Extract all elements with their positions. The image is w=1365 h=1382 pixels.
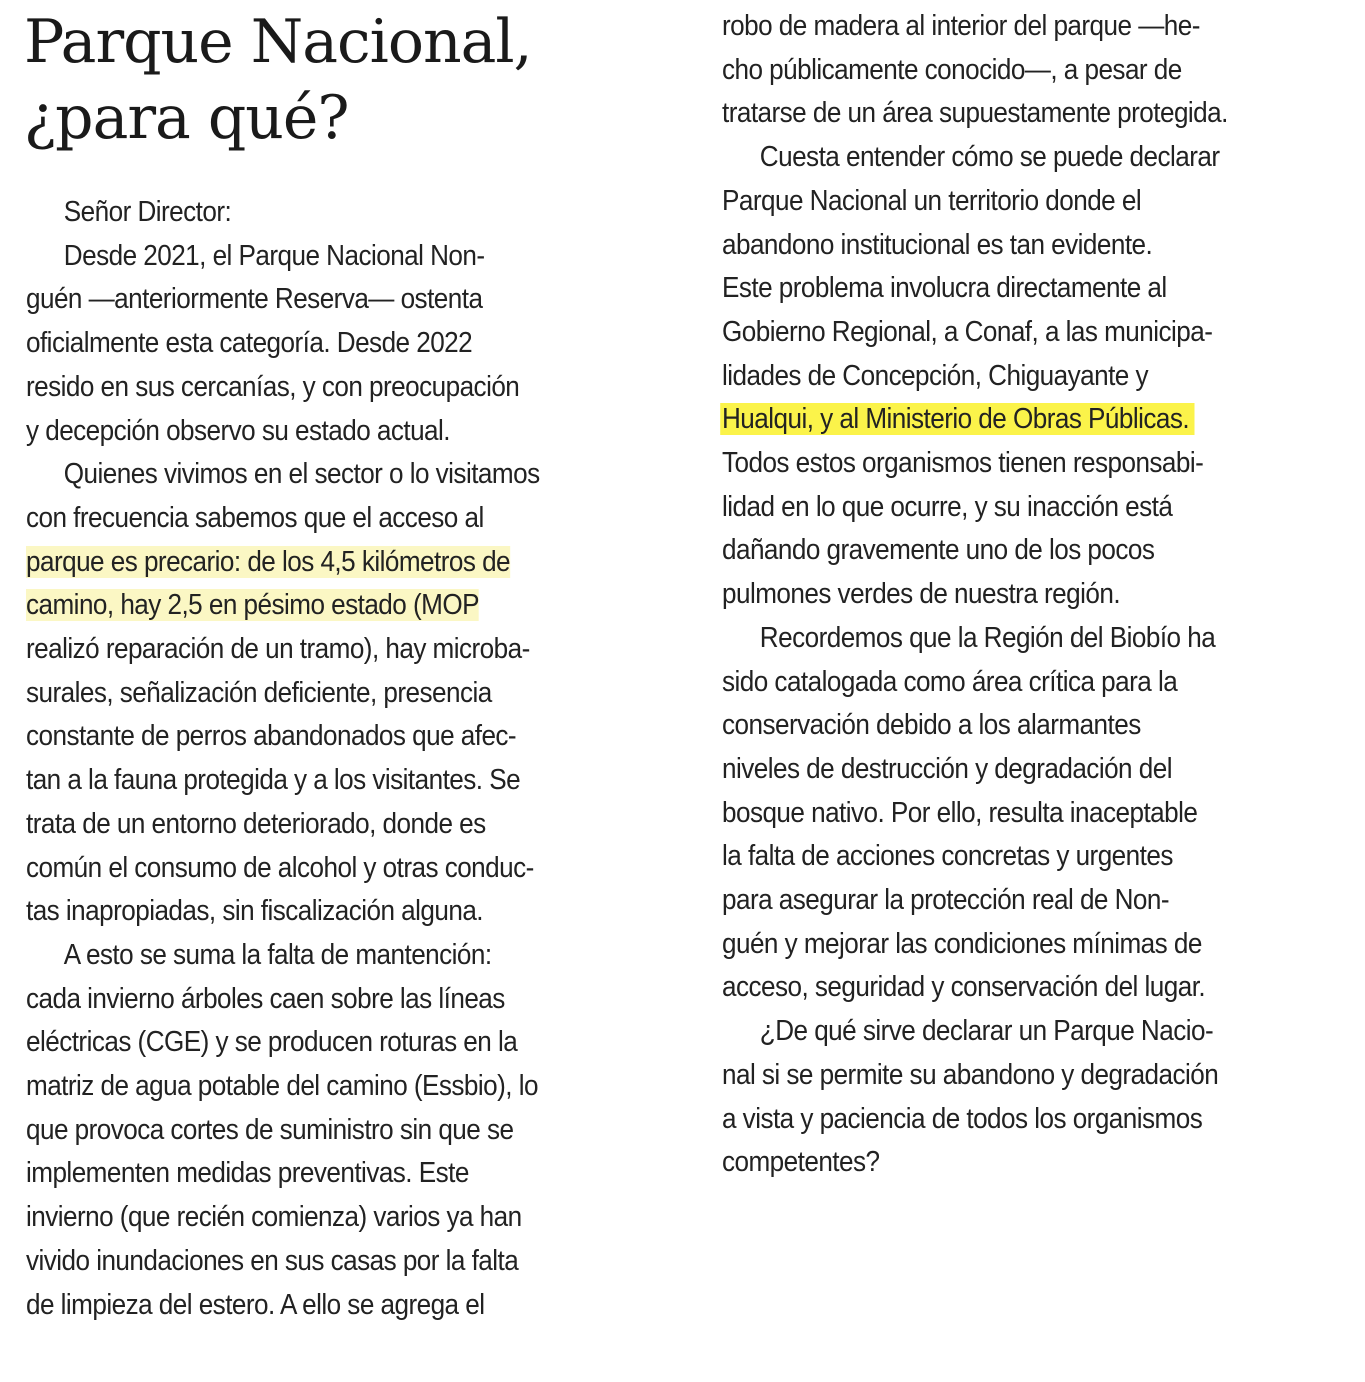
text-line: tas inapropiadas, sin fiscalización alguna. bbox=[26, 895, 484, 928]
text-line: realizó reparación de un tramo), hay microba- bbox=[26, 633, 530, 666]
text-line: Gobierno Regional, a Conaf, a las municipa- bbox=[722, 315, 1213, 348]
highlight-soft: camino, hay 2,5 en pésimo estado (MOP bbox=[26, 589, 479, 622]
text-line: Quienes vivimos en el sector o lo visitamos bbox=[63, 458, 540, 491]
text-line: común el consumo de alcohol y otras conduc- bbox=[26, 851, 534, 884]
text-line: nal si se permite su abandono y degradación bbox=[722, 1058, 1219, 1091]
text-line: oficialmente esta categoría. Desde 2022 bbox=[26, 327, 473, 360]
text-line: resido en sus cercanías, y con preocupación bbox=[26, 370, 520, 403]
text-line: y decepción observo su estado actual. bbox=[26, 414, 451, 447]
text-line: surales, señalización deficiente, presencia bbox=[26, 676, 492, 709]
text-line: matriz de agua potable del camino (Essbio), lo bbox=[26, 1070, 538, 1103]
text-line: eléctricas (CGE) y se producen roturas en la bbox=[26, 1026, 518, 1059]
text-line: niveles de destrucción y degradación del bbox=[722, 752, 1172, 785]
text-line: tratarse de un área supuestamente protegida. bbox=[722, 97, 1228, 130]
text-line: Desde 2021, el Parque Nacional Non- bbox=[63, 239, 485, 272]
text-line: invierno (que recién comienza) varios ya han bbox=[26, 1201, 522, 1234]
text-line: Este problema involucra directamente al bbox=[722, 272, 1167, 305]
text-line: acceso, seguridad y conservación del lugar. bbox=[722, 971, 1206, 1004]
highlighted-line-soft-2 bbox=[26, 584, 540, 628]
highlighted-line-soft-1 bbox=[26, 541, 540, 585]
article-title bbox=[24, 4, 532, 156]
text-line: implementen medidas preventivas. Este bbox=[26, 1157, 469, 1190]
text-line: para asegurar la protección real de Non- bbox=[722, 884, 1170, 917]
text-line: que provoca cortes de suministro sin que se bbox=[26, 1113, 514, 1146]
text-line: competentes? bbox=[722, 1146, 880, 1179]
text-line: cho públicamente conocido—, a pesar de bbox=[722, 53, 1182, 86]
text-line: A esto se suma la falta de mantención: bbox=[63, 938, 492, 971]
title-line-2: ¿para qué? bbox=[24, 83, 349, 153]
text-line: constante de perros abandonados que afec- bbox=[26, 720, 517, 753]
text-line: Cuesta entender cómo se puede declarar bbox=[759, 141, 1220, 174]
text-line: conservación debido a los alarmantes bbox=[722, 709, 1141, 742]
text-line: tan a la fauna protegida y a los visitantes. Se bbox=[26, 764, 521, 797]
text-line: Recordemos que la Región del Biobío ha bbox=[759, 621, 1216, 654]
text-line: bosque nativo. Por ello, resulta inaceptable bbox=[722, 796, 1198, 829]
highlight-soft: parque es precario: de los 4,5 kilómetros de bbox=[26, 545, 511, 578]
text-line: pulmones verdes de nuestra región. bbox=[722, 578, 1121, 611]
text-line: abandono institucional es tan evidente. bbox=[722, 228, 1153, 261]
text-line: Todos estos organismos tienen responsabi- bbox=[722, 447, 1204, 480]
text-line: ¿De qué sirve declarar un Parque Nacio- bbox=[759, 1015, 1214, 1048]
title-line-1: Parque Nacional, bbox=[24, 7, 532, 77]
text-line: sido catalogada como área crítica para la bbox=[722, 665, 1178, 698]
text-line: vivido inundaciones en sus casas por la falta bbox=[26, 1244, 519, 1277]
text-line: a vista y paciencia de todos los organismos bbox=[722, 1102, 1203, 1135]
text-line: cada invierno árboles caen sobre las líneas bbox=[26, 982, 505, 1015]
left-column bbox=[26, 191, 540, 1327]
text-line: guén y mejorar las condiciones mínimas de bbox=[722, 927, 1202, 960]
salutation: Señor Director: bbox=[63, 196, 232, 228]
highlighted-line-strong bbox=[722, 398, 1228, 442]
text-line: robo de madera al interior del parque —he- bbox=[722, 10, 1200, 42]
right-column bbox=[722, 5, 1228, 1185]
text-line: la falta de acciones concretas y urgentes bbox=[722, 840, 1173, 873]
text-line: guén —anteriormente Reserva— ostenta bbox=[26, 283, 483, 316]
text-line: de limpieza del estero. A ello se agrega el bbox=[26, 1288, 485, 1321]
text-line: trata de un entorno deteriorado, donde es bbox=[26, 807, 486, 840]
text-line: dañando gravemente uno de los pocos bbox=[722, 534, 1155, 567]
text-line: lidad en lo que ocurre, y su inacción está bbox=[722, 490, 1173, 523]
text-line: con frecuencia sabemos que el acceso al bbox=[26, 501, 484, 534]
text-line: Parque Nacional un territorio donde el bbox=[722, 184, 1142, 217]
highlight-strong: Hualqui, y al Ministerio de Obras Públicas. bbox=[720, 403, 1194, 435]
text-line: lidades de Concepción, Chiguayante y bbox=[722, 359, 1149, 392]
